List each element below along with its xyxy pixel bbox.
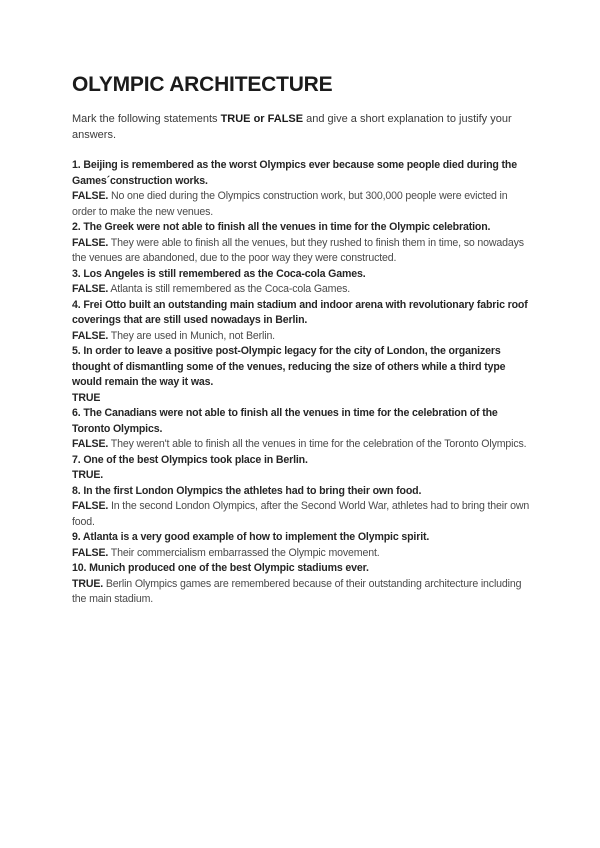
worksheet-page (72, 72, 532, 608)
answer-verdict: FALSE. (72, 190, 109, 202)
answer-explanation: They were able to finish all the venues, but they rushed to finish them in time, so nowadays the venues are abandoned, due to the poor way they were constructed. (72, 236, 524, 264)
statement-question: 9. Atlanta is a very good example of how to implement the Olympic spirit. (72, 531, 430, 543)
statement-answer (72, 499, 532, 530)
answer-verdict: TRUE (72, 391, 101, 404)
statement-item (72, 561, 532, 608)
statement-question: 8. In the first London Olympics the athletes had to bring their own food. (72, 484, 422, 497)
statement-answer (72, 329, 532, 345)
statement-item (72, 220, 532, 267)
statement-item (72, 344, 532, 406)
answer-explanation: Atlanta is still remembered as the Coca-cola Games. (108, 283, 351, 295)
answer-explanation: They are used in Munich, not Berlin. (108, 329, 275, 342)
statement-answer (72, 468, 532, 484)
instructions-emphasis: TRUE or FALSE (220, 113, 304, 125)
statement-question: 5. In order to leave a positive post-Olympic legacy for the city of London, the organizers thought of dismantling some of the venues, reducing the size of others while a third type would remain the way it was. (72, 345, 506, 388)
page-title: OLYMPIC ARCHITECTURE (72, 73, 333, 96)
statement-item (72, 406, 532, 453)
answer-verdict: TRUE. (72, 577, 104, 590)
answer-verdict: FALSE. (72, 546, 109, 559)
statement-item (72, 298, 532, 345)
answer-verdict: FALSE. (72, 283, 109, 295)
statement-answer (72, 577, 532, 608)
statement-answer (72, 437, 532, 453)
answer-verdict: FALSE. (72, 329, 109, 342)
answer-verdict: FALSE. (72, 236, 109, 249)
statement-item (72, 267, 532, 298)
statement-answer (72, 189, 532, 220)
answer-explanation: Their commercialism embarrassed the Olympic movement. (108, 546, 380, 559)
statement-item (72, 530, 532, 561)
statement-question: 4. Frei Otto built an outstanding main stadium and indoor arena with revolutionary fabric roof coverings that are still used nowadays in Berlin. (72, 298, 528, 326)
statement-answer (72, 282, 532, 298)
statement-question: 2. The Greek were not able to finish all the venues in time for the Olympic celebration. (72, 221, 491, 233)
statement-answer (72, 236, 532, 267)
instructions (72, 112, 532, 143)
statement-question: 3. Los Angeles is still remembered as the Coca-cola Games. (72, 267, 366, 280)
answer-verdict: TRUE. (72, 469, 104, 481)
statement-item (72, 453, 532, 484)
statement-question: 1. Beijing is remembered as the worst Olympics ever because some people died during the Games´construction works. (72, 159, 517, 187)
answer-explanation: In the second London Olympics, after the Second World War, athletes had to bring their own food. (72, 500, 530, 528)
answer-verdict: FALSE. (72, 500, 109, 512)
statement-answer (72, 391, 532, 407)
statement-question: 6. The Canadians were not able to finish all the venues in time for the celebration of the Toronto Olympics. (72, 407, 498, 435)
answer-explanation: No one died during the Olympics construction work, but 300,000 people were evicted in order to make the new venues. (72, 190, 508, 218)
answer-verdict: FALSE. (72, 438, 109, 450)
statement-question: 10. Munich produced one of the best Olympic stadiums ever. (72, 562, 369, 574)
instructions-text-end: and give a short explanation to justify your answers. (72, 113, 512, 141)
instructions-text-start: Mark the following statements (72, 113, 221, 125)
statement-item (72, 158, 532, 220)
statement-question: 7. One of the best Olympics took place in Berlin. (72, 453, 308, 466)
statement-answer (72, 546, 532, 562)
statement-item (72, 484, 532, 531)
statements-list (72, 158, 532, 608)
answer-explanation: They weren't able to finish all the venues in time for the celebration of the Toronto Olympics. (108, 438, 527, 450)
answer-explanation: Berlin Olympics games are remembered because of their outstanding architecture including the main stadium. (72, 577, 522, 605)
